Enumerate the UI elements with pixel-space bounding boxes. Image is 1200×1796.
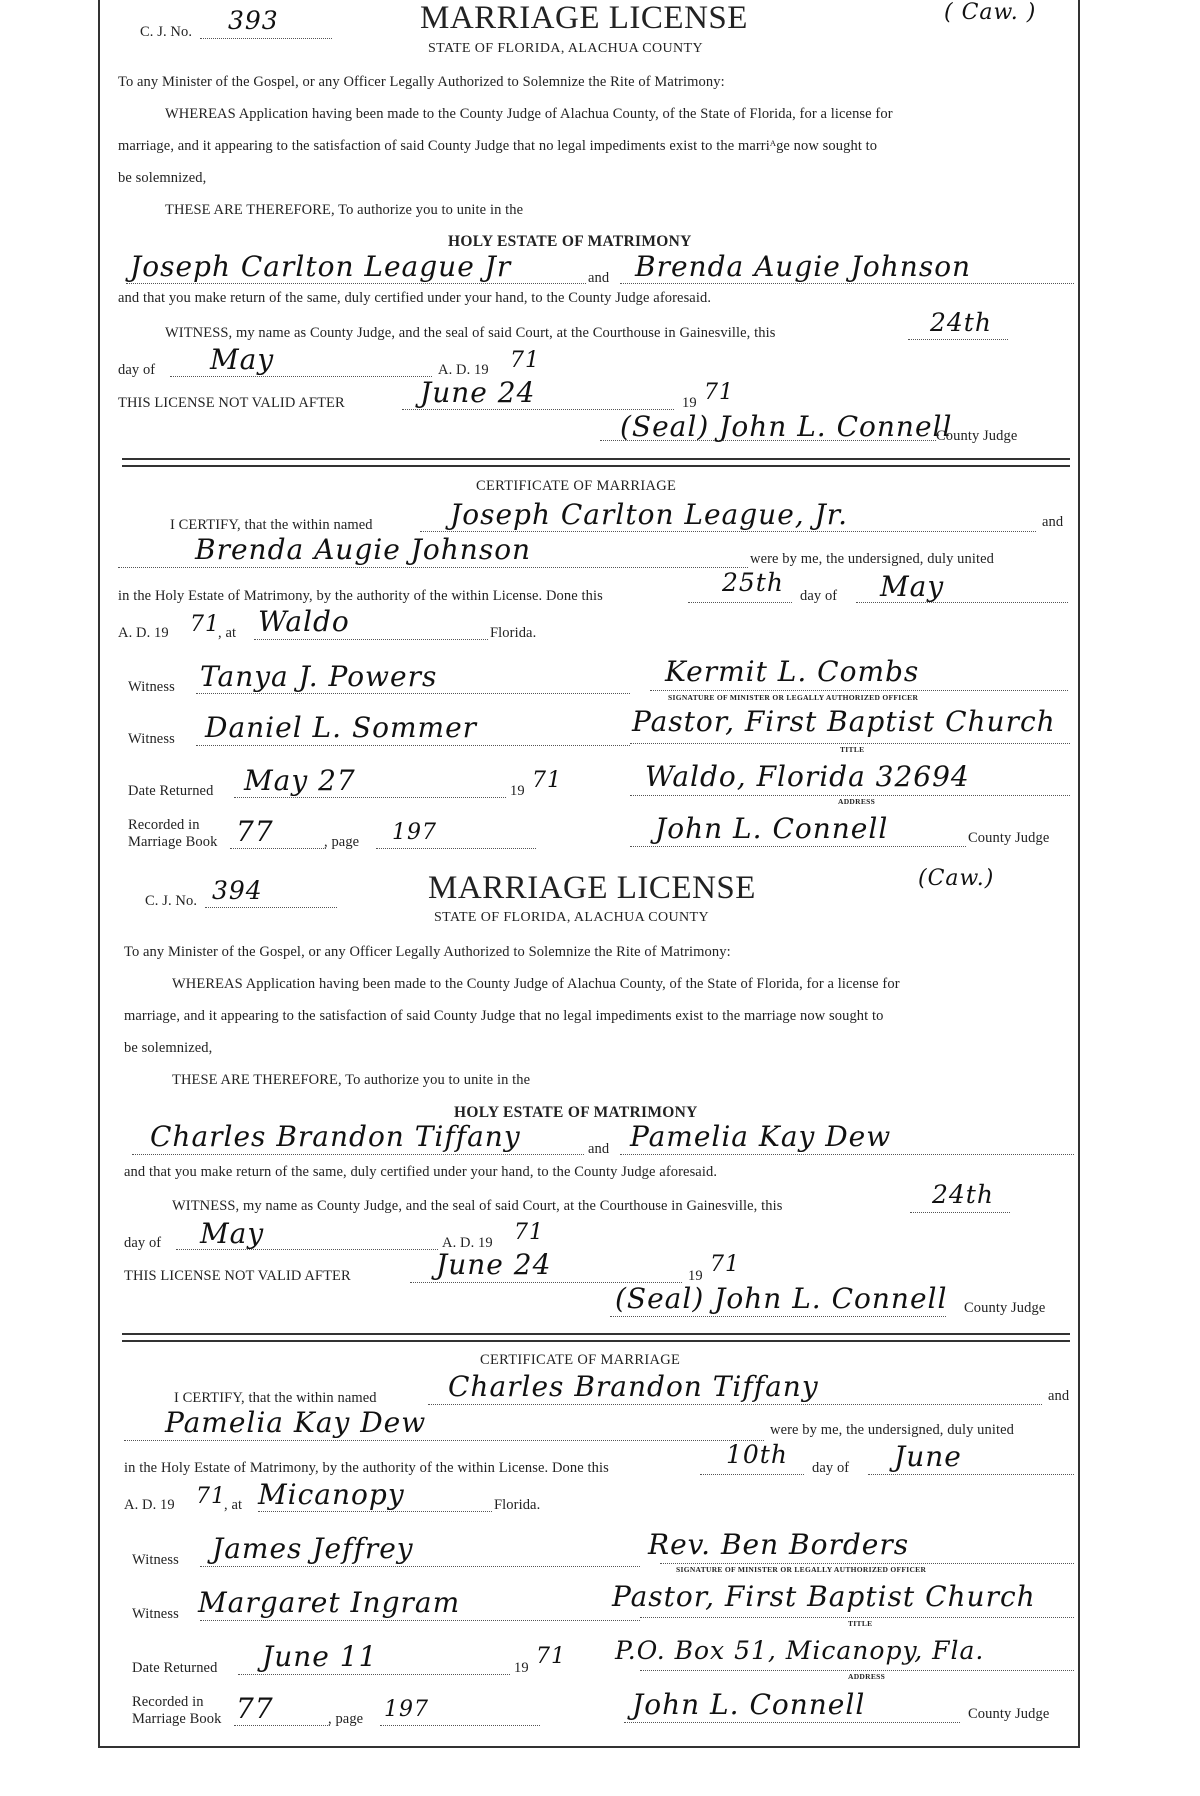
certify-label: I CERTIFY, that the within named (170, 517, 373, 533)
recorded-label-1: Recorded in (132, 1694, 204, 1710)
whereas-line-3: be solemnized, (124, 1040, 213, 1056)
not-valid-year: 71 (704, 380, 734, 405)
not-valid-label: THIS LICENSE NOT VALID AFTER (124, 1268, 351, 1284)
book-line (230, 848, 326, 849)
whereas-line-1: WHEREAS Application having been made to the County Judge of Alachua County, of the State of Florida, for a license for (172, 976, 900, 992)
bottom-border (98, 1746, 1080, 1748)
recorded-label-2: Marriage Book (128, 834, 218, 850)
right-border (1078, 0, 1080, 1748)
cj-number-line (205, 907, 337, 908)
page-label: , page (324, 834, 360, 850)
day-number: 24th (932, 1180, 994, 1209)
sig-caption: SIGNATURE OF MINISTER OR LEGALLY AUTHORIZED OFFICER (668, 693, 919, 702)
were-by-me: were by me, the undersigned, duly united (750, 551, 994, 567)
judge-signature: (Seal) John L. Connell (620, 410, 953, 443)
title-line (630, 743, 1070, 744)
not-valid-label: THIS LICENSE NOT VALID AFTER (118, 395, 345, 411)
month-line (170, 376, 432, 377)
cert-bride-line (124, 1440, 764, 1441)
cert-county-judge: County Judge (968, 1706, 1050, 1722)
cert-bride-name: Pamelia Kay Dew (165, 1406, 427, 1439)
place-line (258, 1511, 492, 1512)
cert-year: 71 (190, 612, 220, 637)
day-line (908, 339, 1008, 340)
cert-and-label: and (1042, 514, 1064, 530)
holy-line: in the Holy Estate of Matrimony, by the authority of the within License. Done this (124, 1460, 609, 1476)
done-month: June (894, 1440, 962, 1473)
witness-1-name: James Jeffrey (212, 1532, 414, 1565)
cert-judge-signature: John L. Connell (655, 812, 889, 845)
groom-name: Charles Brandon Tiffany (150, 1120, 521, 1153)
witness-line: WITNESS, my name as County Judge, and the seal of said Court, at the Courthouse in Gainesville, this (165, 325, 776, 341)
witness-2-line (196, 745, 630, 746)
divider-1 (122, 458, 1070, 467)
annotation: ( Caw. ) (944, 0, 1037, 25)
cj-label: C. J. No. (140, 24, 193, 40)
place: Micanopy (258, 1478, 405, 1511)
page-number: 197 (392, 820, 437, 845)
certificate-title: CERTIFICATE OF MARRIAGE (480, 1352, 681, 1368)
cert-judge-line (630, 846, 966, 847)
holy-estate-heading: HOLY ESTATE OF MATRIMONY (448, 233, 692, 250)
date-returned-year: 71 (532, 768, 562, 793)
cj-number: 393 (228, 6, 279, 35)
groom-line (126, 283, 586, 284)
done-month: May (880, 570, 945, 603)
cert-judge-line (624, 1722, 960, 1723)
whereas-line-2: marriage, and it appearing to the satisfaction of said County Judge that no legal impediments exist to the marriᴬge now sought to (118, 138, 878, 154)
bride-name: Pamelia Kay Dew (630, 1120, 892, 1153)
cj-number-line (200, 38, 332, 39)
cert-ad-label: A. D. 19 (118, 625, 169, 641)
salutation: To any Minister of the Gospel, or any Officer Legally Authorized to Solemnize the Rite of Matrimony: (118, 74, 725, 90)
bride-line (620, 283, 1074, 284)
date-returned-year: 71 (536, 1644, 566, 1669)
county-judge-label: County Judge (964, 1300, 1046, 1316)
bride-line (620, 1154, 1074, 1155)
address: Waldo, Florida 32694 (645, 760, 970, 793)
cert-groom-name: Joseph Carlton League, Jr. (450, 498, 848, 531)
cert-florida: Florida. (490, 625, 537, 641)
holy-line: in the Holy Estate of Matrimony, by the authority of the within License. Done this (118, 588, 603, 604)
year: 71 (514, 1220, 544, 1245)
done-day-line (688, 602, 792, 603)
address-line (640, 1670, 1074, 1671)
page-line (380, 1725, 540, 1726)
and-label: and (588, 1141, 610, 1157)
officer-title: Pastor, First Baptist Church (632, 705, 1056, 738)
done-day-line (700, 1474, 804, 1475)
date-returned-label: Date Returned (132, 1660, 218, 1676)
page-label: , page (328, 1711, 364, 1727)
day-line (910, 1212, 1010, 1213)
license-title: MARRIAGE LICENSE (428, 870, 756, 906)
page-line (376, 848, 536, 849)
page-number: 197 (384, 1697, 429, 1722)
were-by-me: were by me, the undersigned, duly united (770, 1422, 1014, 1438)
sig-caption: SIGNATURE OF MINISTER OR LEGALLY AUTHORIZED OFFICER (676, 1565, 927, 1574)
whereas-line-1: WHEREAS Application having been made to the County Judge of Alachua County, of the State of Florida, for a license for (165, 106, 893, 122)
cert-day-of: day of (812, 1460, 850, 1476)
cert-day-of: day of (800, 588, 838, 604)
ad-label: A. D. 19 (442, 1235, 493, 1251)
witness-2-label: Witness (132, 1606, 179, 1622)
witness-2-line (200, 1620, 640, 1621)
witness-2-name: Daniel L. Sommer (205, 711, 478, 744)
groom-name: Joseph Carlton League Jr (130, 250, 512, 283)
title-caption: TITLE (840, 745, 865, 754)
day-number: 24th (930, 308, 992, 337)
salutation: To any Minister of the Gospel, or any Officer Legally Authorized to Solemnize the Rite of Matrimony: (124, 944, 731, 960)
and-label: and (588, 270, 610, 286)
certify-label: I CERTIFY, that the within named (174, 1390, 377, 1406)
judge-sig-line (610, 1316, 946, 1317)
return-line: and that you make return of the same, duly certified under your hand, to the County Judge aforesaid. (124, 1164, 718, 1180)
witness-2-label: Witness (128, 731, 175, 747)
done-day: 25th (722, 568, 784, 597)
not-valid-date: June 24 (420, 376, 536, 409)
officer-signature: Kermit L. Combs (665, 655, 920, 688)
done-day: 10th (726, 1440, 788, 1469)
cert-judge-signature: John L. Connell (632, 1688, 866, 1721)
therefore-line: THESE ARE THEREFORE, To authorize you to unite in the (165, 202, 524, 218)
not-valid-year-prefix: 19 (688, 1268, 703, 1284)
cj-number: 394 (212, 876, 263, 905)
witness-line: WITNESS, my name as County Judge, and the seal of said Court, at the Courthouse in Gainesville, this (172, 1198, 783, 1214)
witness-1-label: Witness (132, 1552, 179, 1568)
cert-ad-label: A. D. 19 (124, 1497, 175, 1513)
month: May (210, 343, 275, 376)
recorded-label-1: Recorded in (128, 817, 200, 833)
return-line: and that you make return of the same, duly certified under your hand, to the County Judge aforesaid. (118, 290, 712, 306)
license-title: MARRIAGE LICENSE (420, 0, 748, 36)
book: 77 (236, 1692, 274, 1725)
officer-sig-line (650, 690, 1068, 691)
not-valid-year: 71 (710, 1252, 740, 1277)
date-returned-year-prefix: 19 (510, 783, 525, 799)
left-border (98, 0, 100, 1748)
ad-label: A. D. 19 (438, 362, 489, 378)
cert-bride-line (118, 567, 748, 568)
cert-groom-line (428, 1404, 1042, 1405)
recorded-label-2: Marriage Book (132, 1711, 222, 1727)
place-line (254, 639, 488, 640)
officer-sig-line (660, 1563, 1074, 1564)
date-returned-year-prefix: 19 (514, 1660, 529, 1676)
witness-2-name: Margaret Ingram (198, 1586, 461, 1619)
witness-1-line (200, 1566, 640, 1567)
license-subtitle: STATE OF FLORIDA, ALACHUA COUNTY (434, 910, 709, 925)
judge-signature: (Seal) John L. Connell (615, 1282, 948, 1315)
officer-signature: Rev. Ben Borders (648, 1528, 910, 1561)
annotation: (Caw.) (918, 866, 995, 891)
year: 71 (510, 348, 540, 373)
date-returned-label: Date Returned (128, 783, 214, 799)
witness-1-name: Tanya J. Powers (200, 660, 438, 693)
done-month-line (868, 1474, 1074, 1475)
address: P.O. Box 51, Micanopy, Fla. (615, 1636, 985, 1665)
date-returned-line (234, 797, 506, 798)
cert-county-judge: County Judge (968, 830, 1050, 846)
cert-at: , at (224, 1497, 243, 1513)
date-returned-line (238, 1674, 510, 1675)
address-line (630, 795, 1070, 796)
divider-2 (122, 1333, 1070, 1342)
book-line (234, 1725, 330, 1726)
whereas-line-2: marriage, and it appearing to the satisfaction of said County Judge that no legal impediments exist to the marriage now sought to (124, 1008, 884, 1024)
month: May (200, 1217, 265, 1250)
therefore-line: THESE ARE THEREFORE, To authorize you to unite in the (172, 1072, 531, 1088)
cj-label: C. J. No. (145, 893, 198, 909)
title-line (640, 1617, 1074, 1618)
day-of-label: day of (118, 362, 156, 378)
whereas-line-3: be solemnized, (118, 170, 207, 186)
date-returned: June 11 (262, 1640, 378, 1673)
cert-groom-line (420, 531, 1036, 532)
cert-and-label: and (1048, 1388, 1070, 1404)
license-subtitle: STATE OF FLORIDA, ALACHUA COUNTY (428, 41, 703, 56)
holy-estate-heading: HOLY ESTATE OF MATRIMONY (454, 1104, 698, 1121)
address-caption: ADDRESS (848, 1672, 886, 1681)
groom-line (132, 1154, 584, 1155)
cert-at: , at (218, 625, 237, 641)
day-of-label: day of (124, 1235, 162, 1251)
county-judge-label: County Judge (936, 428, 1018, 444)
place: Waldo (258, 605, 350, 638)
title-caption: TITLE (848, 1619, 873, 1628)
date-returned: May 27 (244, 764, 356, 797)
certificate-title: CERTIFICATE OF MARRIAGE (476, 478, 677, 494)
cert-groom-name: Charles Brandon Tiffany (448, 1370, 819, 1403)
not-valid-year-prefix: 19 (682, 395, 697, 411)
not-valid-date: June 24 (436, 1248, 552, 1281)
cert-bride-name: Brenda Augie Johnson (195, 533, 532, 566)
cert-florida: Florida. (494, 1497, 541, 1513)
officer-title: Pastor, First Baptist Church (612, 1580, 1036, 1613)
witness-1-line (196, 693, 630, 694)
address-caption: ADDRESS (838, 797, 876, 806)
witness-1-label: Witness (128, 679, 175, 695)
book: 77 (236, 815, 274, 848)
bride-name: Brenda Augie Johnson (635, 250, 972, 283)
cert-year: 71 (196, 1484, 226, 1509)
